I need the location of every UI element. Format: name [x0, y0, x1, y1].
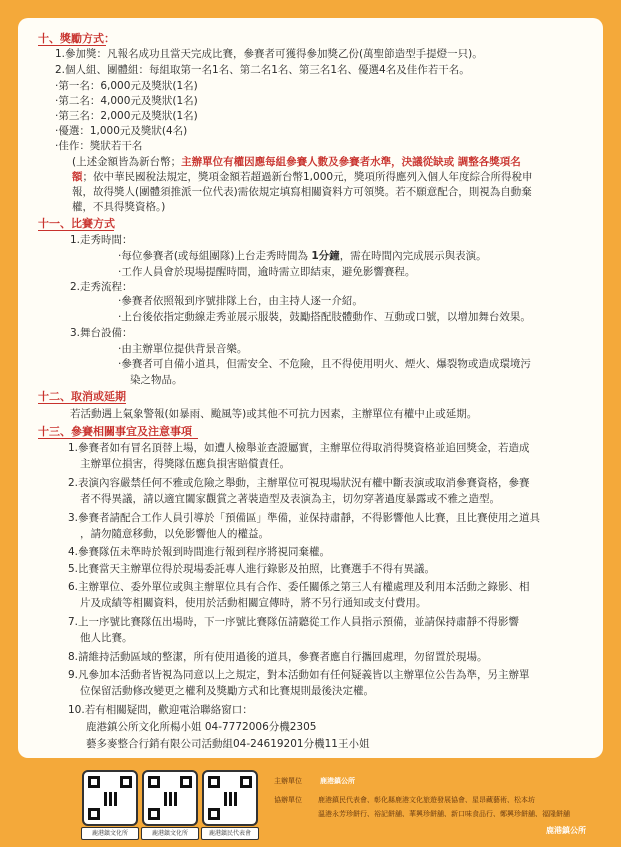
- walk-flow-heading: 2.走秀流程：: [70, 281, 133, 293]
- walk-time-rule-1-post: ，需在時間內完成展示與表演。: [339, 250, 487, 262]
- walk-time-rule-1: [118, 249, 487, 263]
- contact-1: 鹿港鎮公所文化所楊小姐 04-7772006分機2305: [86, 721, 317, 733]
- qr-modules: [104, 792, 118, 806]
- qr-caption-2: 鹿港鎮文化所: [141, 827, 199, 840]
- prize-merit: ‧優選：1,000元及獎狀(4名): [55, 125, 188, 137]
- section-10-underline: [38, 45, 106, 46]
- qr-finder: [88, 776, 100, 788]
- qr-finder: [148, 776, 160, 788]
- rule-2a: 2.表演內容嚴禁任何不雅或危險之舉動，主辦單位可視現場狀況有權中斷表演或取消參賽資格，參賽: [68, 477, 530, 489]
- walk-time-heading: 1.走秀時間：: [70, 234, 133, 246]
- award-note-1b: 主辦單位有權因應每組參賽人數及參賽者水準，決議從缺或 調整各獎項名: [181, 156, 521, 168]
- section-13-underline: [38, 438, 198, 439]
- section-11-title: 十一、比賽方式: [38, 217, 115, 230]
- walk-flow-rule-1: ‧參賽者依照報到序號排隊上台，由主持人逐一介紹。: [118, 295, 363, 307]
- award-note-1a: (上述金額皆為新台幣；: [72, 156, 182, 168]
- town-logo: 鹿港鎮公所: [546, 826, 586, 835]
- prize-third: ‧第三名：2,000元及獎狀(1名): [55, 110, 198, 122]
- stage-heading: 3.舞台設備：: [70, 327, 133, 339]
- rule-10: 10.若有相關疑問，歡迎電洽聯絡窗口：: [68, 704, 253, 716]
- award-note-2: [72, 170, 533, 184]
- rule-5: 5.比賽當天主辦單位得於現場委託專人進行錄影及拍照，比賽選手不得有異議。: [68, 563, 436, 575]
- rule-6a: 6.主辦單位、委外單位或與主辦單位具有合作、委任關係之第三人有權處理及利用本活動之錄影、相: [68, 581, 530, 593]
- walk-time-rule-2: ‧工作人員會於現場提醒時間，逾時需立即結束，避免影響賽程。: [118, 266, 416, 278]
- section-12-title: 十二、取消或延期: [38, 390, 126, 403]
- qr-modules: [164, 792, 178, 806]
- walk-time-rule-1-bold: 1分鐘: [311, 250, 340, 262]
- footer: [0, 765, 621, 847]
- qr-finder: [88, 808, 100, 820]
- stage-rule-1: ‧由主辦單位提供背景音樂。: [118, 343, 248, 355]
- stage-rule-2: ‧參賽者可自備小道具，但需安全、不危險，且不得使用明火、煙火、爆裂物或造成環境污: [118, 358, 531, 370]
- co-organizer-line-1: 鹿港鎮民代表會、彰化縣鹿港文化旅遊發展協會、星昂藏藝術、松本坊: [318, 796, 535, 804]
- rule-7b: 他人比賽。: [80, 632, 133, 644]
- stage-rule-2-cont: 染之物品。: [130, 374, 183, 386]
- award-note-2b: ；依中華民國稅法規定，獎項金額若超過新台幣1,000元，獎項所得應列入個人年度綜合所得稅申: [82, 171, 533, 183]
- prize-honorable: ‧佳作：獎狀若干名: [55, 140, 143, 152]
- qr-finder: [240, 776, 252, 788]
- organizer-name: 鹿港鎮公所: [320, 777, 355, 785]
- organizer-label: 主辦單位: [274, 777, 302, 785]
- rule-3b: ，請勿隨意移動，以免影響他人的權益。: [80, 528, 269, 540]
- qr-caption-3: 鹿港鎮民代表會: [201, 827, 259, 840]
- rule-1b: 主辦單位損害，得獎隊伍應負損害賠償責任。: [80, 458, 290, 470]
- section-13-title: 十三、參賽相關事宜及注意事項: [38, 425, 192, 438]
- cancel-rule: 若活動遇上氣象警報(如暴雨、颱風等)或其他不可抗力因素，主辦單位有權中止或延期。: [70, 408, 478, 420]
- award-line-1: 1.參加獎：凡報名成功且當天完成比賽，參賽者可獲得參加獎乙份(萬聖節造型手提燈一只)。: [55, 48, 483, 60]
- walk-time-rule-1-pre: ‧每位參賽者(或每組團隊)上台走秀時間為: [118, 250, 312, 262]
- qr-modules: [224, 792, 238, 806]
- co-organizer-line-2: 溫港永芳珍餅行、裕記餅舖、華興珍餅舖、新口味食品行、鄭興珍餅舖、福隆餅舖: [318, 810, 570, 818]
- qr-finder: [120, 776, 132, 788]
- award-note-1: [72, 155, 521, 169]
- rule-9a: 9.凡參加本活動者皆視為同意以上之規定，對本活動如有任何疑義皆以主辦單位公告為準，另主辦單: [68, 669, 530, 681]
- rule-1a: 1.參賽者如有冒名頂替上場，如遭人檢舉並查證屬實，主辦單位得取消得獎資格並追回獎金，若造成: [68, 442, 530, 454]
- award-note-2a: 額: [72, 171, 83, 183]
- rule-2b: 者不得異議，請以適宜闔家觀賞之著裝造型及表演為主，切勿穿著過度暴露或不雅之造型。: [80, 493, 500, 505]
- qr-code-1[interactable]: [82, 770, 138, 826]
- rule-9b: 位保留活動修改變更之權利及獎勵方式和比賽規則最後決定權。: [80, 685, 374, 697]
- walk-flow-rule-2: ‧上台後依指定動線走秀並展示服裝，鼓勵搭配肢體動作、互動或口號，以增加舞台效果。: [118, 311, 531, 323]
- prize-first: ‧第一名：6,000元及獎狀(1名): [55, 80, 198, 92]
- rule-3a: 3.參賽者請配合工作人員引導於「預備區」準備，並保持肅靜，不得影響他人比賽，且比賽使用之道具: [68, 512, 541, 524]
- qr-finder: [180, 776, 192, 788]
- qr-code-3[interactable]: [202, 770, 258, 826]
- qr-finder: [208, 776, 220, 788]
- section-10-title: 十、獎勵方式：: [38, 32, 115, 45]
- rule-4: 4.參賽隊伍未準時於報到時間進行報到程序將視同棄權。: [68, 546, 331, 558]
- rule-8: 8.請維持活動區域的整潔，所有使用過後的道具，參賽者應自行攜回處理，勿留置於現場。: [68, 651, 488, 663]
- rule-7a: 7.上一序號比賽隊伍出場時，下一序號比賽隊伍請聽從工作人員指示預備，並請保持肅靜不得影響: [68, 616, 520, 628]
- qr-caption-1: 鹿港鎮文化所: [81, 827, 139, 840]
- prize-second: ‧第二名：4,000元及獎狀(1名): [55, 95, 198, 107]
- co-organizer-label: 協辦單位: [274, 796, 302, 804]
- section-11-underline: [38, 230, 114, 231]
- qr-finder: [208, 808, 220, 820]
- qr-code-2[interactable]: [142, 770, 198, 826]
- section-12-underline: [38, 403, 126, 404]
- award-note-3: 報，故得獎人(團體須推派一位代表)需依規定填寫相關資料方可領獎。若不願意配合，則視為自動棄: [72, 186, 532, 198]
- award-note-4: 權，不具得獎資格。): [72, 201, 166, 213]
- contact-2: 藝多麥整合行銷有限公司活動組04-24619201分機11王小姐: [86, 738, 370, 750]
- qr-finder: [148, 808, 160, 820]
- rule-6b: 片及成績等相關資料，使用於活動相關宣傳時，將不另行通知或支付費用。: [80, 597, 427, 609]
- award-line-2: 2.個人組、團體組：每組取第一名1名、第二名1名、第三名1名、優選4名及佳作若干名。: [55, 64, 470, 76]
